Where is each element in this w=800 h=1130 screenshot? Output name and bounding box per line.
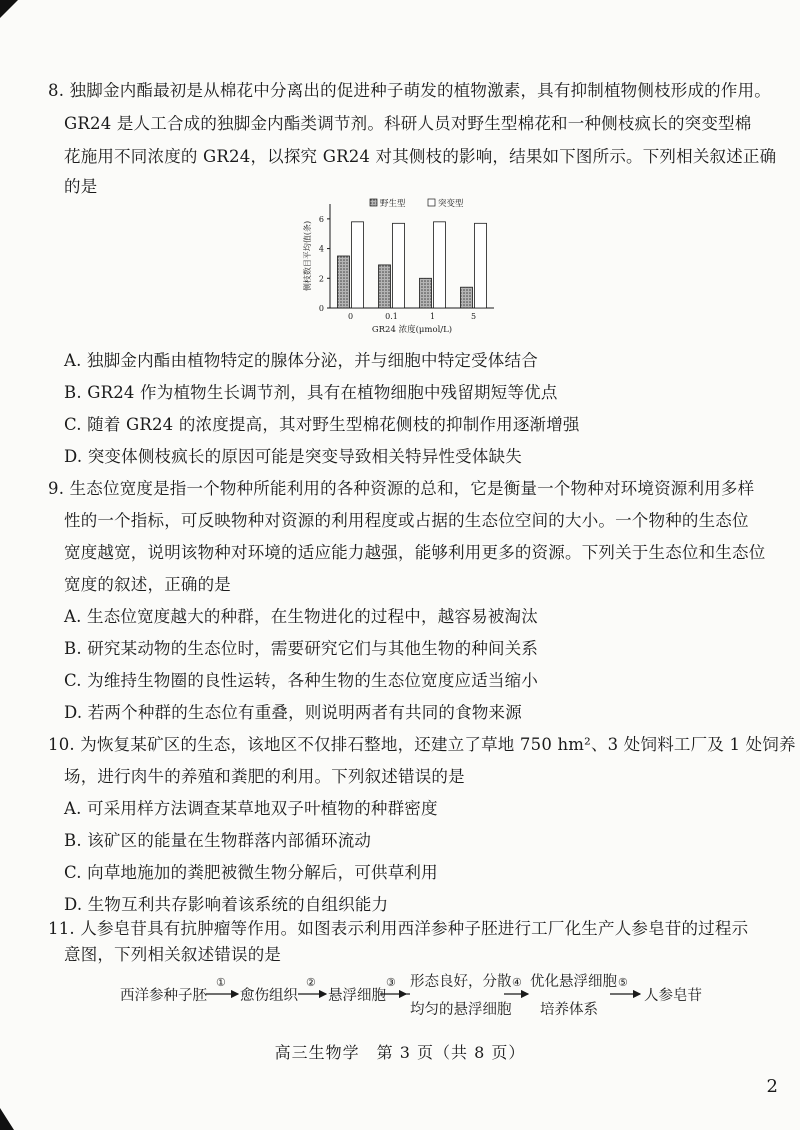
scan-corner-mark [0,0,18,18]
bar-wild-type [420,278,432,308]
legend-label-wild-type: 野生型 [380,199,406,209]
flow-node-uniform-cells-line1: 形态良好，分散 [410,974,512,990]
flow-node-seed-embryo: 西洋参种子胚 [120,988,207,1004]
q9-stem-line: 宽度越宽，说明该物种对环境的适应能力越强，能够利用更多的资源。下列关于生态位和生态位 [64,543,766,562]
legend-swatch-mutant [428,199,435,206]
bar-wild-type [338,256,350,308]
q11-stem-line: 意图，下列相关叙述错误的是 [64,945,282,964]
flow-node-optimized-culture-line1: 优化悬浮细胞 [530,974,617,990]
q8-stem-line: 8. 独脚金内酯最初是从棉花中分离出的促进种子萌发的植物激素，具有抑制植物侧枝形成的作用。 [48,81,771,100]
flow-node-optimized-culture-line2: 培养体系 [540,1002,598,1018]
x-tick-label: 0 [347,312,354,321]
q10-stem-line: 10. 为恢复某矿区的生态，该地区不仅排石整地，还建立了草地 750 hm²、3 处饲料工厂及 1 处饲养 [48,735,796,754]
page-number: 2 [766,1076,778,1097]
q8-option-b: B. GR24 作为植物生长调节剂，具有在植物细胞中残留期短等优点 [64,383,558,402]
flow-node-callus: 愈伤组织 [240,988,298,1004]
y-axis-label: 侧枝数目平均值(条) [303,220,312,292]
q10-option-a: A. 可采用样方法调查某草地双子叶植物的种群密度 [64,799,438,818]
y-tick-label: 4 [318,244,324,254]
q8-option-d: D. 突变体侧枝疯长的原因可能是突变导致相关特异性受体缺失 [64,447,522,466]
bar-mutant [475,223,487,308]
q9-stem-line: 性的一个指标，可反映物种对资源的利用程度或占据的生态位空间的大小。一个物种的生态位 [64,511,749,530]
flow-step-1: ① [216,976,226,989]
x-tick-label: 5 [470,312,477,321]
y-tick-label: 0 [318,304,324,313]
x-tick-label: 1 [429,312,436,321]
flow-node-ginsenoside: 人参皂苷 [644,988,702,1004]
q9-option-a: A. 生态位宽度越大的种群，在生物进化的过程中，越容易被淘汰 [64,607,538,626]
flow-step-5: ⑤ [618,976,628,989]
q8-stem-line: 花施用不同浓度的 GR24，以探究 GR24 对其侧枝的影响，结果如下图所示。下列相关叙述正确 [64,147,777,166]
q8-stem-line: 的是 [64,177,98,196]
q8-option-c: C. 随着 GR24 的浓度提高，其对野生型棉花侧枝的抑制作用逐渐增强 [64,415,580,434]
page-footer: 高三生物学 第 3 页（共 8 页） [274,1043,526,1062]
q8-stem-line: GR24 是人工合成的独脚金内酯类调节剂。科研人员对野生型棉花和一种侧枝疯长的突变型棉 [64,114,752,133]
q9-stem-line: 宽度的叙述，正确的是 [64,575,231,594]
x-axis-label: GR24 浓度(μmol/L) [371,325,453,335]
q11-flow-diagram [120,970,740,1020]
q8-option-a: A. 独脚金内酯由植物特定的腺体分泌，并与细胞中特定受体结合 [64,351,538,370]
q10-option-d: D. 生物互利共存影响着该系统的自组织能力 [64,895,389,914]
flow-step-2: ② [306,976,316,989]
q8-bar-chart [298,196,498,336]
x-tick-label: 0.1 [385,312,398,321]
legend-swatch-wild-type [370,199,377,206]
bar-mutant [434,222,446,308]
flow-node-suspension-cells: 悬浮细胞 [328,988,386,1004]
q10-option-b: B. 该矿区的能量在生物群落内部循环流动 [64,831,372,850]
bar-mutant [393,223,405,308]
bar-wild-type [379,265,391,308]
q9-option-c: C. 为维持生物圈的良性运转，各种生物的生态位宽度应适当缩小 [64,671,539,690]
legend-label-mutant: 突变型 [438,199,464,209]
bar-mutant [352,222,364,308]
bar-wild-type [461,287,473,308]
flow-node-uniform-cells-line2: 均匀的悬浮细胞 [410,1002,512,1018]
flow-step-4: ④ [512,976,522,989]
q9-stem-line: 9. 生态位宽度是指一个物种所能利用的各种资源的总和，它是衡量一个物种对环境资源利用多样 [48,479,755,498]
q9-option-b: B. 研究某动物的生态位时，需要研究它们与其他生物的种间关系 [64,639,539,658]
y-tick-label: 2 [318,274,324,284]
q10-option-c: C. 向草地施加的粪肥被微生物分解后，可供草利用 [64,863,438,882]
flow-step-3: ③ [386,976,396,989]
q10-stem-line: 场，进行肉牛的养殖和粪肥的利用。下列叙述错误的是 [64,767,465,786]
q11-stem-line: 11. 人参皂苷具有抗肿瘤等作用。如图表示利用西洋参种子胚进行工厂化生产人参皂苷的过程示 [48,919,749,938]
scan-corner-mark [0,1108,14,1130]
q9-option-d: D. 若两个种群的生态位有重叠，则说明两者有共同的食物来源 [64,703,522,722]
y-tick-label: 6 [318,214,324,224]
